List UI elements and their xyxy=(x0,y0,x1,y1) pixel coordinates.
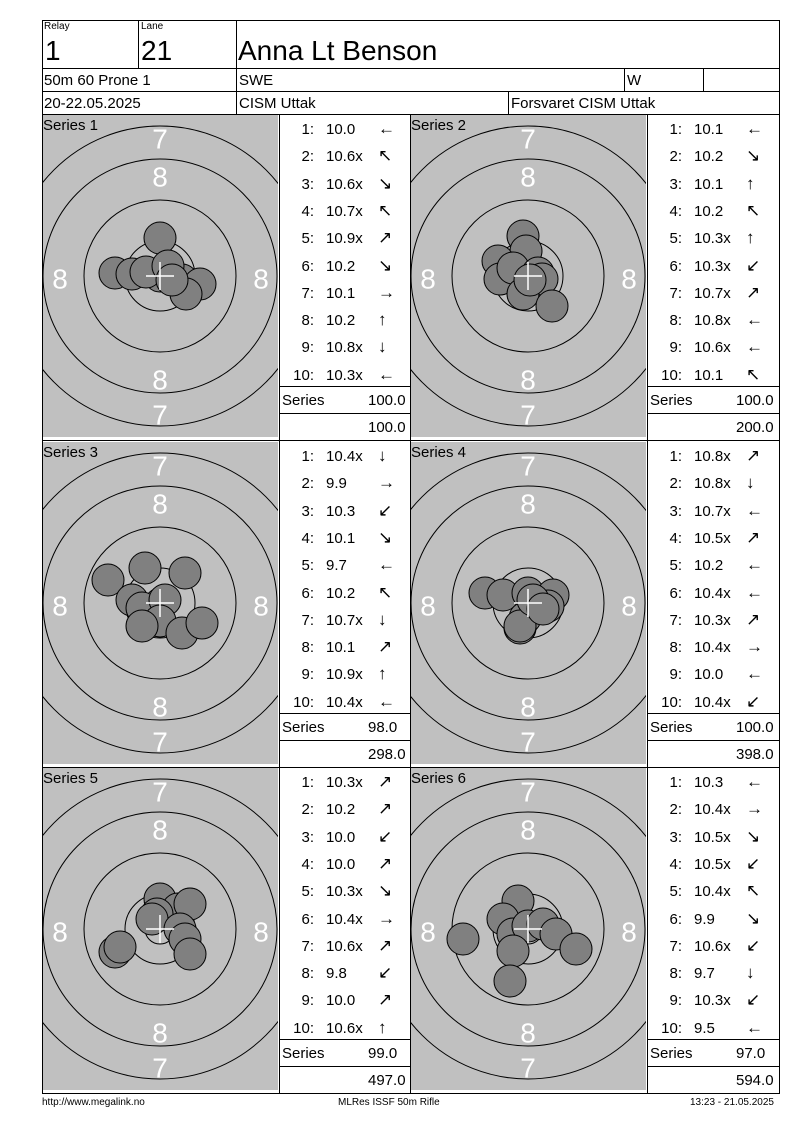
divider xyxy=(648,713,779,714)
target-3 xyxy=(43,442,278,764)
shot-number: 2: xyxy=(301,148,314,166)
shot-number: 8: xyxy=(669,965,682,983)
shot-direction-left-icon: ← xyxy=(746,664,763,684)
shot-number: 9: xyxy=(301,339,314,357)
shot-value: 10.5x xyxy=(694,529,731,547)
series-title: Series 4 xyxy=(411,444,467,461)
shot-hole-3 xyxy=(169,557,201,589)
shot-direction-up-right-icon: ↗ xyxy=(746,527,761,547)
cumulative-total: 594.0 xyxy=(736,1072,774,1089)
shot-number: 2: xyxy=(301,801,314,819)
shot-number: 1: xyxy=(669,774,682,791)
ring-number-3: 8 xyxy=(152,814,168,846)
shot-number: 10: xyxy=(661,366,682,384)
divider xyxy=(280,740,411,741)
cumulative-total: 200.0 xyxy=(736,419,774,436)
shot-number: 3: xyxy=(301,175,314,193)
target-5 xyxy=(43,768,278,1090)
shot-number: 5: xyxy=(301,883,314,901)
shot-number: 6: xyxy=(669,910,682,928)
shot-value: 10.2 xyxy=(326,312,356,330)
shot-value: 10.7x xyxy=(326,202,363,220)
divider xyxy=(280,413,411,414)
ring-number-4: 8 xyxy=(152,1017,168,1049)
divider xyxy=(410,1093,779,1094)
club: Forsvaret CISM Uttak xyxy=(511,95,656,112)
relay-label: Relay xyxy=(44,21,70,32)
shot-number: 5: xyxy=(301,557,314,575)
shot-number: 5: xyxy=(669,557,682,575)
shot-number: 7: xyxy=(669,937,682,955)
shot-direction-down-icon: ↓ xyxy=(378,337,387,357)
shot-value: 10.4x xyxy=(326,910,363,928)
shot-value: 10.3x xyxy=(694,230,731,248)
series-title: Series 6 xyxy=(411,770,467,787)
shot-direction-down-right-icon: ↘ xyxy=(746,146,761,166)
ring-number-2: 7 xyxy=(520,1052,536,1084)
class: W xyxy=(627,72,642,89)
shot-number: 8: xyxy=(669,312,682,330)
target-4 xyxy=(411,442,646,764)
shot-number: 6: xyxy=(669,584,682,602)
cumulative-total: 298.0 xyxy=(368,746,406,763)
shot-direction-left-icon: ← xyxy=(746,772,763,791)
shot-value: 10.3x xyxy=(326,774,363,791)
shot-direction-right-icon: → xyxy=(378,282,395,302)
shot-direction-left-icon: ← xyxy=(378,119,395,138)
shot-number: 5: xyxy=(669,230,682,248)
shot-direction-left-icon: ← xyxy=(746,582,763,602)
ring-number-4: 8 xyxy=(520,691,536,723)
shot-value: 10.6x xyxy=(326,937,363,955)
shot-value: 10.7x xyxy=(694,284,731,302)
shot-value: 10.2 xyxy=(326,584,356,602)
shot-direction-down-left-icon: ↙ xyxy=(746,691,761,711)
shot-value: 10.2 xyxy=(326,257,356,275)
ring-number-3: 8 xyxy=(520,488,536,520)
divider xyxy=(280,1066,411,1067)
relay-number: 1 xyxy=(45,35,61,66)
shot-direction-down-right-icon: ↘ xyxy=(378,881,393,901)
shot-number: 7: xyxy=(301,611,314,629)
shot-direction-left-icon: ← xyxy=(378,555,395,575)
shot-hole-10 xyxy=(527,593,559,625)
series-total-label: Series xyxy=(282,392,325,409)
shot-number: 7: xyxy=(301,284,314,302)
series-total: 97.0 xyxy=(736,1045,766,1062)
shot-value: 10.4x xyxy=(694,584,731,602)
series-title: Series 5 xyxy=(43,770,99,787)
shot-value: 10.6x xyxy=(326,148,363,166)
ring-number-4: 8 xyxy=(520,364,536,396)
cumulative-total: 497.0 xyxy=(368,1072,406,1089)
shot-number: 4: xyxy=(669,529,682,547)
ring-number-1: 7 xyxy=(152,776,168,808)
shot-hole-10 xyxy=(186,607,218,639)
shot-direction-left-icon: ← xyxy=(746,555,763,575)
shot-value: 10.1 xyxy=(694,121,724,138)
shot-value: 10.9x xyxy=(326,230,363,248)
ring-number-5: 8 xyxy=(52,263,68,295)
series-total: 99.0 xyxy=(368,1045,398,1062)
ring-number-5: 8 xyxy=(420,916,436,948)
ring-number-2: 7 xyxy=(152,1052,168,1084)
shot-number: 2: xyxy=(669,148,682,166)
shot-number: 4: xyxy=(301,202,314,220)
target-face xyxy=(43,442,278,764)
series-total-label: Series xyxy=(650,392,693,409)
ring-number-4: 8 xyxy=(152,364,168,396)
shot-direction-up-right-icon: ↗ xyxy=(378,228,393,248)
series-total: 100.0 xyxy=(736,392,774,409)
ring-number-3: 8 xyxy=(152,488,168,520)
shot-number: 1: xyxy=(669,121,682,138)
divider xyxy=(280,386,411,387)
divider xyxy=(648,740,779,741)
ring-number-5: 8 xyxy=(420,590,436,622)
shot-value: 10.1 xyxy=(326,639,356,657)
ring-number-5: 8 xyxy=(52,916,68,948)
ring-number-1: 7 xyxy=(152,450,168,482)
ring-number-2: 7 xyxy=(520,399,536,431)
ring-number-1: 7 xyxy=(520,123,536,155)
shot-value: 10.0 xyxy=(326,121,356,138)
shot-number: 10: xyxy=(293,693,314,711)
target-face xyxy=(411,442,646,764)
shot-value: 10.1 xyxy=(326,529,356,547)
target-face xyxy=(411,115,646,437)
shot-value: 10.1 xyxy=(694,175,724,193)
ring-number-1: 7 xyxy=(520,776,536,808)
shot-value: 10.8x xyxy=(694,312,731,330)
shot-direction-down-icon: ↓ xyxy=(378,446,387,465)
shot-number: 6: xyxy=(301,910,314,928)
shot-value: 10.3x xyxy=(326,883,363,901)
shot-hole-5 xyxy=(136,903,168,935)
ring-number-6: 8 xyxy=(621,263,637,295)
ring-number-2: 7 xyxy=(152,726,168,758)
shot-value: 10.6x xyxy=(326,1019,363,1037)
lane-number: 21 xyxy=(141,35,173,66)
shot-direction-up-left-icon: ↖ xyxy=(746,364,761,384)
shot-direction-down-right-icon: ↘ xyxy=(378,173,393,193)
competition: CISM Uttak xyxy=(239,95,316,112)
shot-direction-up-left-icon: ↖ xyxy=(378,582,393,602)
target-2 xyxy=(411,115,646,437)
ring-number-1: 7 xyxy=(152,123,168,155)
shot-direction-up-right-icon: ↗ xyxy=(746,282,761,302)
shot-value: 10.3x xyxy=(326,366,363,384)
divider xyxy=(42,1093,411,1094)
shot-value: 10.7x xyxy=(326,611,363,629)
shot-value: 10.8x xyxy=(326,339,363,357)
shot-direction-up-icon: ↑ xyxy=(746,228,755,248)
ring-number-6: 8 xyxy=(621,916,637,948)
shot-value: 10.2 xyxy=(694,202,724,220)
shot-number: 4: xyxy=(669,855,682,873)
ring-number-3: 8 xyxy=(152,161,168,193)
series-total-label: Series xyxy=(282,1045,325,1062)
shot-value: 9.9 xyxy=(694,910,715,928)
shot-value: 10.6x xyxy=(694,937,731,955)
shot-number: 9: xyxy=(301,666,314,684)
shot-number: 10: xyxy=(293,366,314,384)
shot-hole-10 xyxy=(174,938,206,970)
series-total: 98.0 xyxy=(368,719,398,736)
date: 20-22.05.2025 xyxy=(44,95,141,112)
ring-number-2: 7 xyxy=(152,399,168,431)
shot-value: 10.9x xyxy=(326,666,363,684)
footer-url[interactable]: http://www.megalink.no xyxy=(42,1097,145,1108)
shot-direction-down-right-icon: ↘ xyxy=(746,908,761,928)
shot-value: 9.9 xyxy=(326,475,347,493)
footer-software: MLRes ISSF 50m Rifle xyxy=(338,1097,440,1108)
shot-direction-up-left-icon: ↖ xyxy=(378,200,393,220)
shot-number: 3: xyxy=(669,175,682,193)
ring-number-5: 8 xyxy=(52,590,68,622)
shot-value: 10.5x xyxy=(694,855,731,873)
shot-direction-left-icon: ← xyxy=(746,1017,763,1037)
shot-direction-left-icon: ← xyxy=(746,337,763,357)
shot-direction-left-icon: ← xyxy=(378,691,395,711)
ring-number-6: 8 xyxy=(253,916,269,948)
target-face xyxy=(43,115,278,437)
shot-value: 10.8x xyxy=(694,448,731,465)
shot-value: 10.4x xyxy=(694,693,731,711)
shot-value: 10.3 xyxy=(326,502,356,520)
shot-direction-up-right-icon: ↗ xyxy=(378,637,393,657)
shot-value: 10.1 xyxy=(326,284,356,302)
series-title: Series 2 xyxy=(411,117,467,134)
shot-number: 8: xyxy=(669,639,682,657)
series-total: 100.0 xyxy=(736,719,774,736)
cumulative-total: 100.0 xyxy=(368,419,406,436)
divider xyxy=(648,413,779,414)
shot-direction-up-right-icon: ↗ xyxy=(746,609,761,629)
divider xyxy=(648,1066,779,1067)
shot-number: 1: xyxy=(669,448,682,465)
shot-direction-down-left-icon: ↙ xyxy=(746,255,761,275)
shot-number: 4: xyxy=(301,855,314,873)
shot-direction-right-icon: → xyxy=(746,637,763,657)
shot-number: 2: xyxy=(301,475,314,493)
divider xyxy=(648,386,779,387)
shot-number: 8: xyxy=(301,312,314,330)
divider xyxy=(280,713,411,714)
shot-value: 10.4x xyxy=(694,883,731,901)
shot-number: 5: xyxy=(301,230,314,248)
shot-number: 7: xyxy=(301,937,314,955)
series-total: 100.0 xyxy=(368,392,406,409)
shot-direction-right-icon: → xyxy=(378,473,395,493)
shot-hole-9 xyxy=(497,935,529,967)
shot-value: 10.4x xyxy=(326,693,363,711)
shot-direction-up-right-icon: ↗ xyxy=(746,446,761,465)
shot-number: 8: xyxy=(301,639,314,657)
lane-label: Lane xyxy=(141,21,164,32)
shot-direction-right-icon: → xyxy=(746,799,763,819)
shot-direction-up-left-icon: ↖ xyxy=(378,146,393,166)
shot-hole-10 xyxy=(514,264,546,296)
shooter-name: Anna Lt Benson xyxy=(238,35,438,66)
shot-number: 6: xyxy=(669,257,682,275)
shot-number: 4: xyxy=(301,529,314,547)
shot-number: 1: xyxy=(301,121,314,138)
shot-value: 9.7 xyxy=(694,965,715,983)
shot-direction-left-icon: ← xyxy=(746,310,763,330)
shot-value: 10.6x xyxy=(326,175,363,193)
shot-value: 10.3x xyxy=(694,257,731,275)
shot-direction-up-icon: ↑ xyxy=(378,664,387,684)
shot-value: 10.6x xyxy=(694,339,731,357)
shot-number: 6: xyxy=(301,257,314,275)
shot-value: 10.7x xyxy=(694,502,731,520)
ring-number-6: 8 xyxy=(621,590,637,622)
shot-hole-8 xyxy=(126,610,158,642)
shot-hole-8 xyxy=(447,923,479,955)
shot-value: 9.8 xyxy=(326,965,347,983)
ring-number-2: 7 xyxy=(520,726,536,758)
shot-value: 10.3 xyxy=(694,774,724,791)
shot-number: 1: xyxy=(301,448,314,465)
ring-number-3: 8 xyxy=(520,161,536,193)
shot-value: 10.3x xyxy=(694,992,731,1010)
shot-direction-down-left-icon: ↙ xyxy=(378,963,393,983)
shot-value: 10.1 xyxy=(694,366,724,384)
shot-direction-down-left-icon: ↙ xyxy=(378,826,393,846)
shot-direction-left-icon: ← xyxy=(746,119,763,138)
series-title: Series 3 xyxy=(43,444,99,461)
series-title: Series 1 xyxy=(43,117,99,134)
shot-direction-left-icon: ← xyxy=(746,500,763,520)
shot-number: 6: xyxy=(301,584,314,602)
shot-number: 3: xyxy=(669,828,682,846)
shot-direction-right-icon: → xyxy=(378,908,395,928)
shot-value: 10.4x xyxy=(326,448,363,465)
shot-value: 10.8x xyxy=(694,475,731,493)
shot-number: 2: xyxy=(669,801,682,819)
shot-direction-up-icon: ↑ xyxy=(746,173,755,193)
series-total-label: Series xyxy=(650,1045,693,1062)
shot-hole-9 xyxy=(104,931,136,963)
shot-number: 9: xyxy=(669,992,682,1010)
shot-value: 10.0 xyxy=(326,855,356,873)
target-1 xyxy=(43,115,278,437)
shot-direction-down-icon: ↓ xyxy=(746,963,755,983)
shot-direction-up-right-icon: ↗ xyxy=(378,772,393,791)
shot-number: 1: xyxy=(301,774,314,791)
shot-number: 5: xyxy=(669,883,682,901)
shot-value: 10.2 xyxy=(694,148,724,166)
divider xyxy=(280,1039,411,1040)
shot-number: 3: xyxy=(669,502,682,520)
shot-direction-up-right-icon: ↗ xyxy=(378,853,393,873)
shot-direction-up-left-icon: ↖ xyxy=(746,881,761,901)
ring-number-6: 8 xyxy=(253,590,269,622)
cumulative-total: 398.0 xyxy=(736,746,774,763)
target-face xyxy=(411,768,646,1090)
shot-direction-down-right-icon: ↘ xyxy=(378,255,393,275)
shot-direction-up-right-icon: ↗ xyxy=(378,935,393,955)
shot-value: 9.7 xyxy=(326,557,347,575)
ring-number-4: 8 xyxy=(152,691,168,723)
shot-value: 10.0 xyxy=(326,828,356,846)
shot-number: 9: xyxy=(301,992,314,1010)
shot-value: 10.2 xyxy=(694,557,724,575)
shot-direction-up-right-icon: ↗ xyxy=(378,990,393,1010)
shot-value: 10.4x xyxy=(694,801,731,819)
shot-number: 9: xyxy=(669,666,682,684)
shot-value: 10.0 xyxy=(694,666,724,684)
ring-number-6: 8 xyxy=(253,263,269,295)
shot-hole-2 xyxy=(129,552,161,584)
shot-value: 10.4x xyxy=(694,639,731,657)
target-face xyxy=(43,768,278,1090)
shot-number: 9: xyxy=(669,339,682,357)
footer-timestamp: 13:23 - 21.05.2025 xyxy=(690,1097,774,1108)
series-total-label: Series xyxy=(650,719,693,736)
shot-hole-10 xyxy=(156,264,188,296)
series-total-label: Series xyxy=(282,719,325,736)
shot-hole-9 xyxy=(536,290,568,322)
shot-direction-down-left-icon: ↙ xyxy=(746,990,761,1010)
shot-hole-10 xyxy=(494,965,526,997)
nation: SWE xyxy=(239,72,274,89)
shot-direction-down-icon: ↓ xyxy=(378,609,387,629)
shot-direction-up-right-icon: ↗ xyxy=(378,799,393,819)
shot-direction-down-left-icon: ↙ xyxy=(378,500,393,520)
shot-value: 10.5x xyxy=(694,828,731,846)
shot-direction-left-icon: ← xyxy=(378,364,395,384)
shot-direction-down-left-icon: ↙ xyxy=(746,935,761,955)
ring-number-4: 8 xyxy=(520,1017,536,1049)
shot-direction-down-right-icon: ↘ xyxy=(378,527,393,547)
shot-direction-up-icon: ↑ xyxy=(378,310,387,330)
shot-number: 4: xyxy=(669,202,682,220)
ring-number-3: 8 xyxy=(520,814,536,846)
shot-hole-1 xyxy=(144,222,176,254)
ring-number-1: 7 xyxy=(520,450,536,482)
shot-direction-up-left-icon: ↖ xyxy=(746,200,761,220)
shot-number: 3: xyxy=(301,828,314,846)
shot-number: 3: xyxy=(301,502,314,520)
shot-number: 2: xyxy=(669,475,682,493)
event-name: 50m 60 Prone 1 xyxy=(44,72,151,89)
shot-number: 7: xyxy=(669,611,682,629)
shot-number: 8: xyxy=(301,965,314,983)
ring-number-5: 8 xyxy=(420,263,436,295)
shot-direction-up-icon: ↑ xyxy=(378,1017,387,1037)
shot-value: 10.2 xyxy=(326,801,356,819)
shot-direction-down-right-icon: ↘ xyxy=(746,826,761,846)
shot-direction-down-left-icon: ↙ xyxy=(746,853,761,873)
divider xyxy=(648,1039,779,1040)
target-6 xyxy=(411,768,646,1090)
shot-number: 10: xyxy=(293,1019,314,1037)
shot-value: 10.0 xyxy=(326,992,356,1010)
shot-hole-7 xyxy=(560,933,592,965)
shot-direction-down-icon: ↓ xyxy=(746,473,755,493)
divider xyxy=(42,440,411,441)
shot-value: 10.3x xyxy=(694,611,731,629)
shot-number: 10: xyxy=(661,1019,682,1037)
shot-number: 7: xyxy=(669,284,682,302)
divider xyxy=(410,440,779,441)
shot-number: 10: xyxy=(661,693,682,711)
shot-value: 9.5 xyxy=(694,1019,715,1037)
